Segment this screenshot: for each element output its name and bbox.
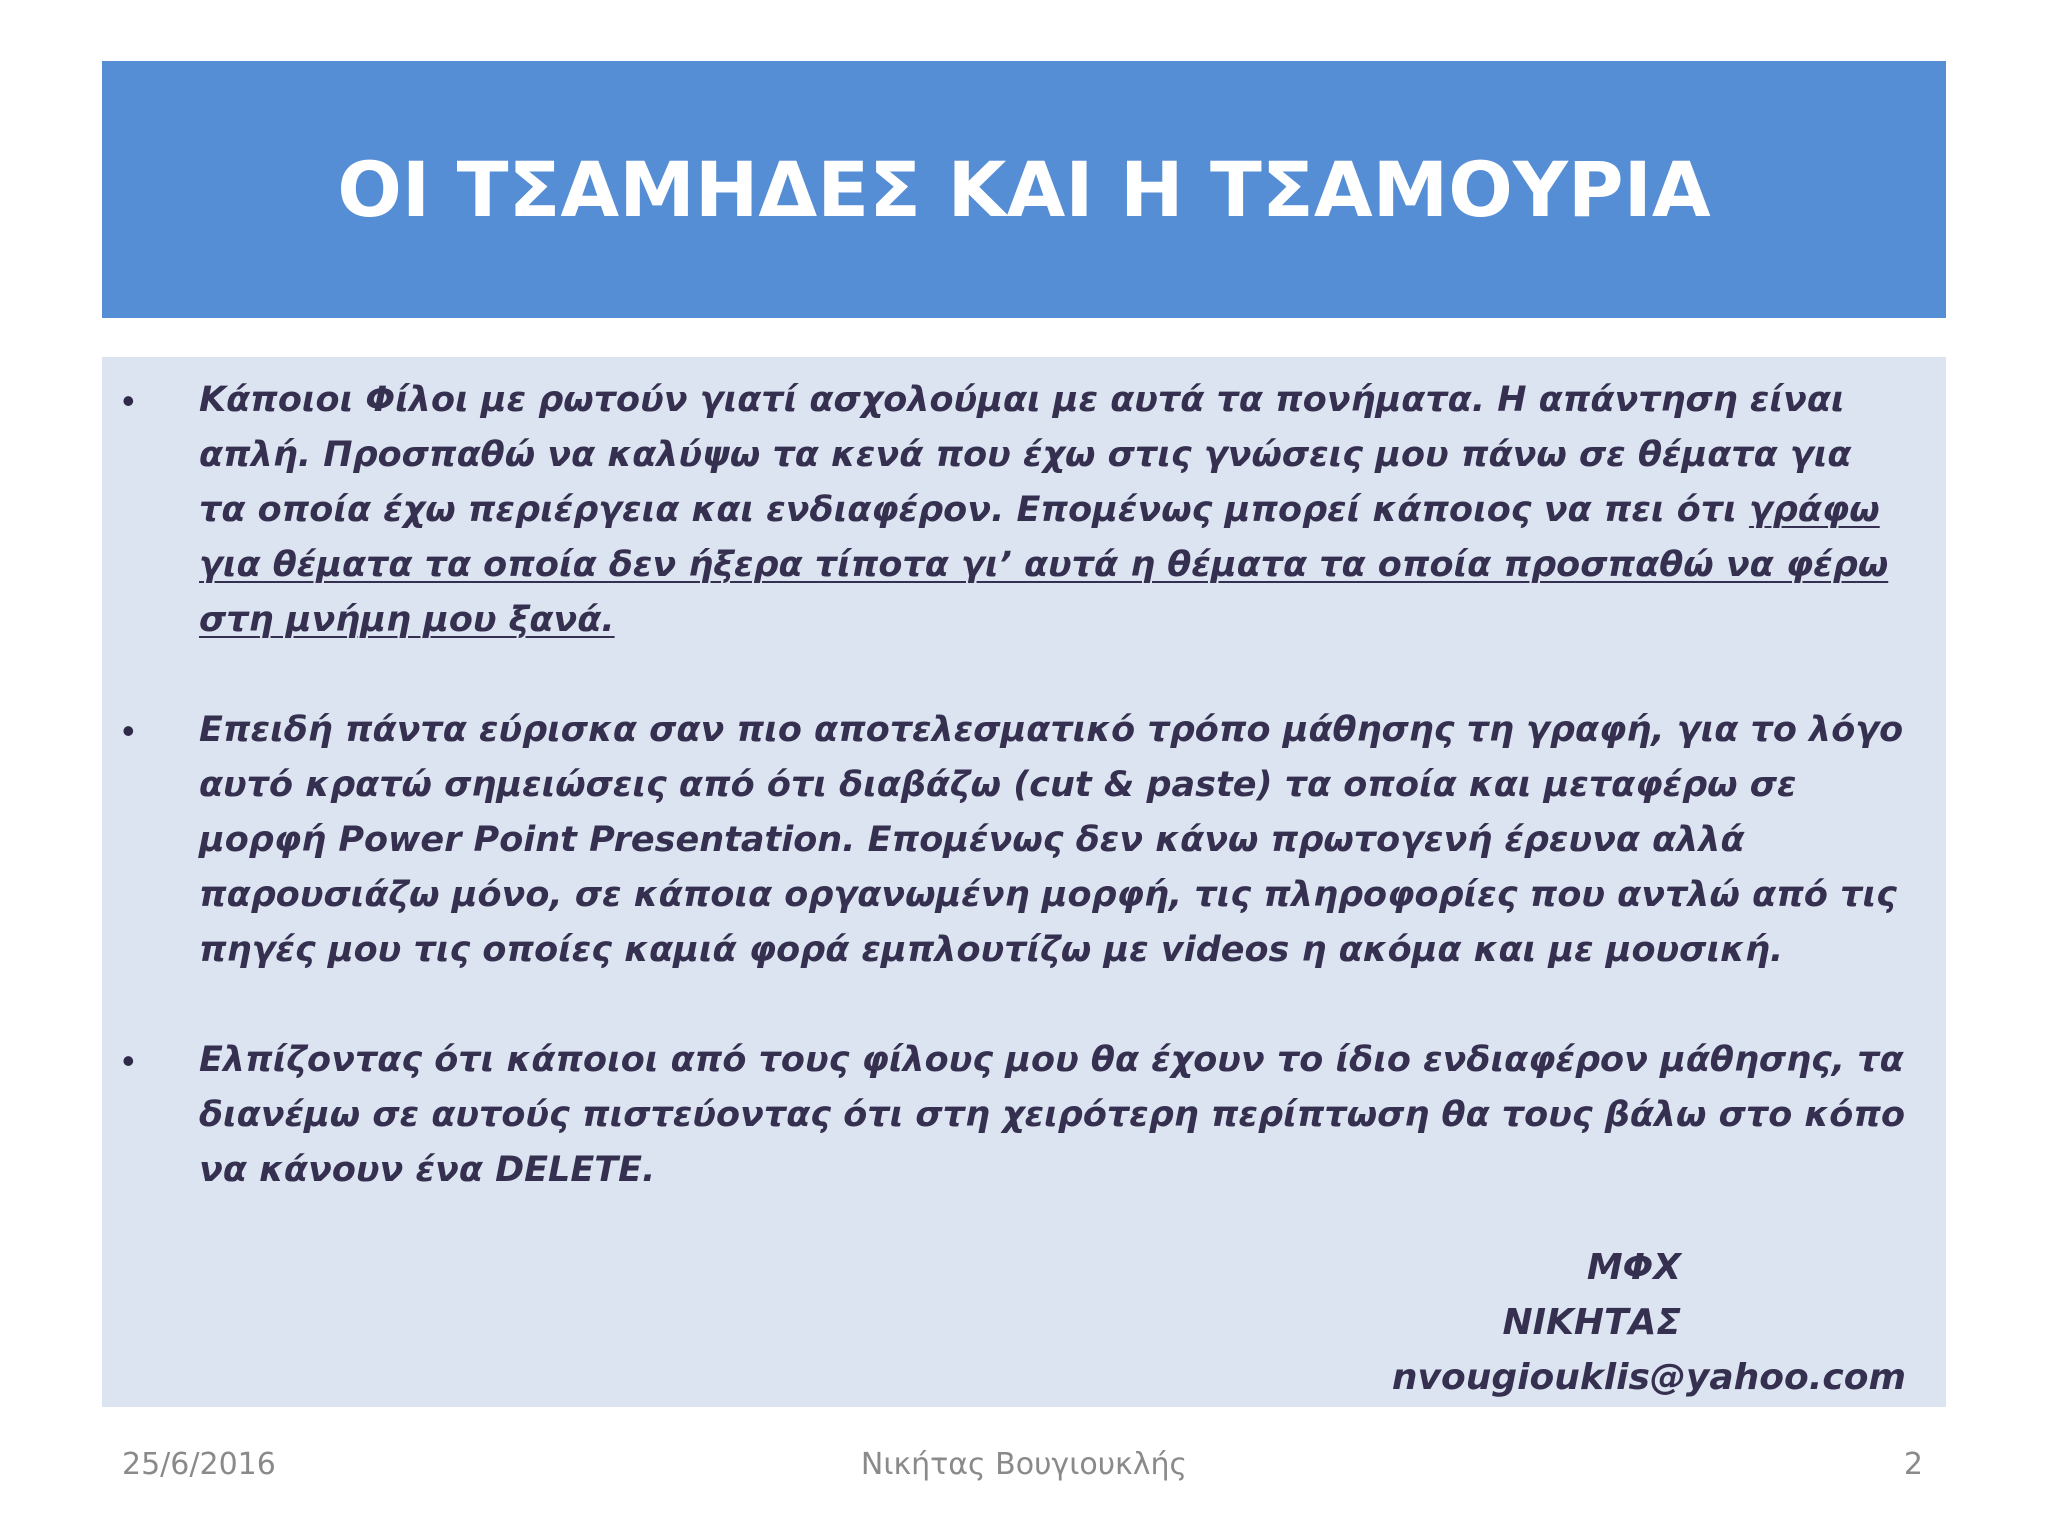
bullet-marker: • — [122, 710, 135, 751]
footer-date: 25/6/2016 — [122, 1447, 276, 1482]
bullet-text: Ελπίζοντας ότι κάποιοι από τους φίλους μου θα έχουν το ίδιο ενδιαφέρον μάθησης, τα διανέμω σε αυτούς πιστεύοντας ότι στη χειρότερη περίπτωση θα τους βάλω στο κόπο να κάνουν ένα DELETE. — [199, 1040, 1906, 1190]
title-bar — [102, 61, 1946, 318]
bullet-list — [102, 373, 1946, 1253]
bullet-text: Επειδή πάντα εύρισκα σαν πιο αποτελεσματικό τρόπο μάθησης τη γραφή, για το λόγο αυτό κρατώ σημειώσεις από ότι διαβάζω (cut & paste) τα οποία και μεταφέρω σε μορφή Power Point Presentation. Επομένως δεν κάνω πρωτογενή έρευνα αλλά παρουσιάζω μόνο, σε κάποια οργανωμένη μορφή, τις πληροφορίες που αντλώ από τις πηγές μου τις οποίες καμιά φορά εμπλουτίζω με videos η ακόμα και με μουσική. — [199, 710, 1904, 970]
bullet-text — [199, 373, 1906, 648]
signature-block — [1306, 1240, 1906, 1405]
bullet-text-underlined: γράφω για θέματα τα οποία δεν ήξερα τίποτα γι’ αυτά η θέματα τα οποία προσπαθώ να φέρω στη μνήμη μου ξανά. — [199, 490, 1889, 640]
footer-author: Νικήτας Βουγιουκλής — [860, 1447, 1188, 1482]
bullet-item — [102, 1033, 1946, 1198]
content-box — [102, 357, 1946, 1407]
signature-initials: ΜΦΧ — [1586, 1247, 1681, 1288]
signature-email: nvougiouklis@yahoo.com — [1391, 1357, 1906, 1398]
bullet-marker: • — [122, 1040, 135, 1081]
slide-title: ΟΙ ΤΣΑΜΗΔΕΣ ΚΑΙ Η ΤΣΑΜΟΥΡΙΑ — [337, 145, 1711, 234]
signature-name: ΝΙΚΗΤΑΣ — [1502, 1302, 1681, 1343]
bullet-item — [102, 703, 1946, 978]
footer-page-number: 2 — [1903, 1447, 1923, 1482]
bullet-marker: • — [122, 380, 135, 421]
bullet-text-plain: Κάποιοι Φίλοι με ρωτούν γιατί ασχολούμαι με αυτά τα πονήματα. Η απάντηση είναι απλή. Προσπαθώ να καλύψω τα κενά που έχω στις γνώσεις μου πάνω σε θέματα για τα οποία έχω περιέργεια και ενδιαφέρον. Επομένως μπορεί κάποιος να πει ότι — [199, 380, 1852, 530]
bullet-item — [102, 373, 1946, 648]
